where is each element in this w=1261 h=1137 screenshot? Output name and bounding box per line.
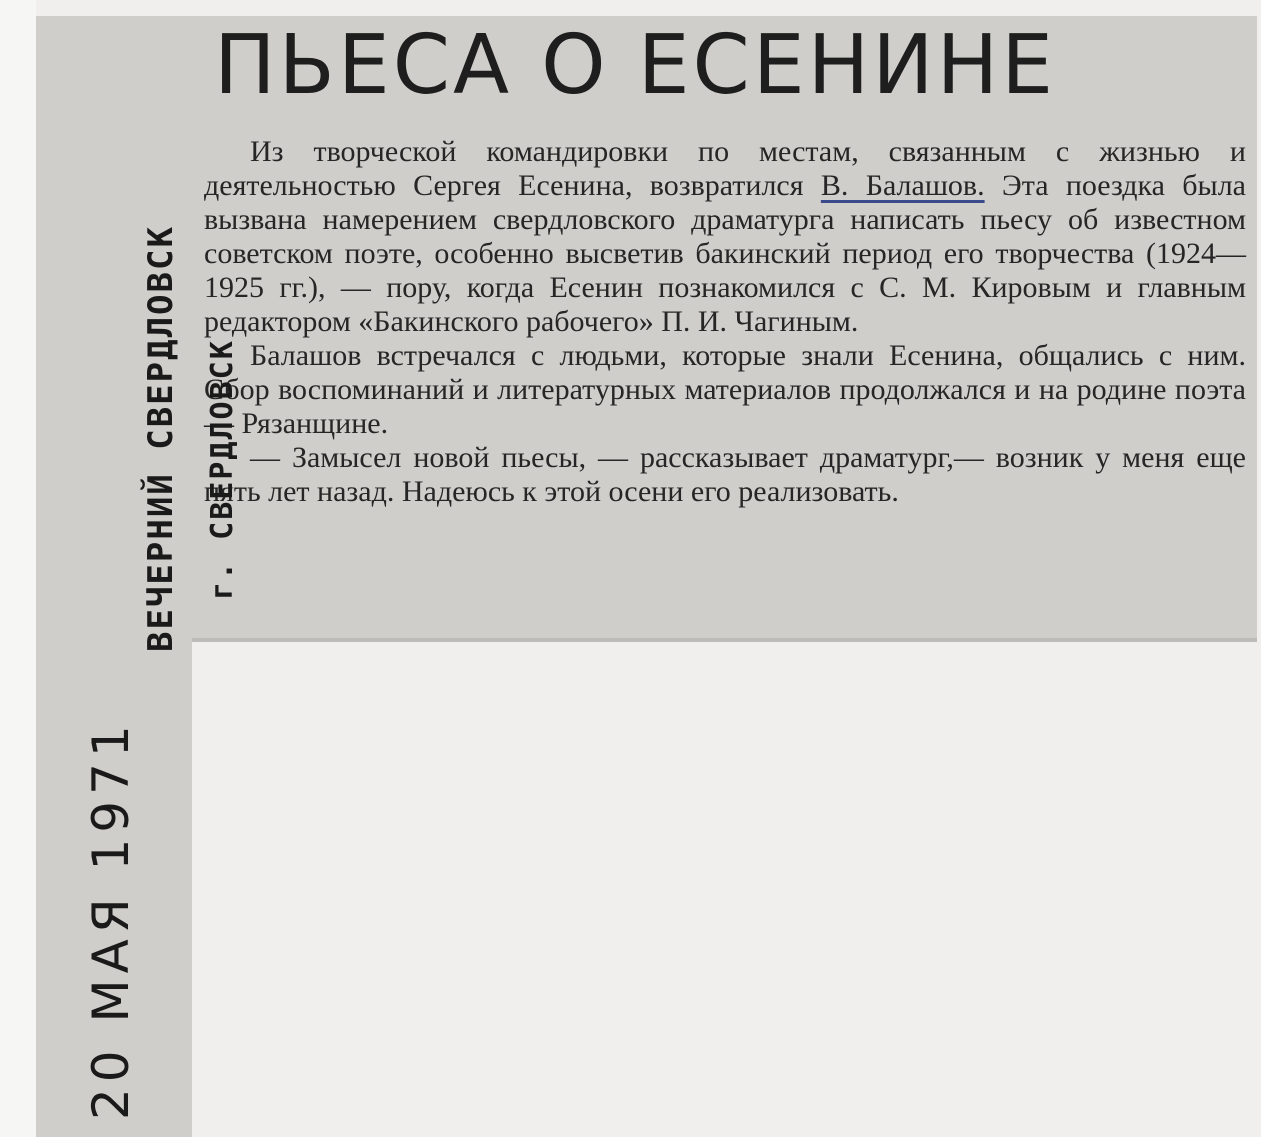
article-body [204, 135, 1246, 509]
stamp-newspaper-text: ВЕЧЕРНИЙ СВЕРДЛОВСК [141, 225, 181, 652]
stamp-date-text: 20 МАЯ 1971 [82, 719, 140, 1120]
paragraph-1 [204, 135, 1246, 339]
author-name-underlined: В. Балашов. [820, 169, 985, 202]
paragraph-3: — Замысел новой пьесы, — рассказывает драматург,— возник у меня еще пять лет назад. Надеюсь к этой осени его реализовать. [204, 441, 1246, 508]
sheet-margin [0, 0, 36, 1137]
clipping-edge [192, 638, 1257, 642]
paragraph-2: Балашов встречался с людьми, которые знали Есенина, общались с ним. Сбор воспоминаний и литературных материалов продолжался и на родине поэта — Рязанщине. [204, 339, 1246, 440]
paragraph-1-start: Из творческой командировки по местам, связанным с жизнью и деятельностью Сергея Есенина, возвратился [204, 135, 1246, 202]
paragraph-1-rest: Эта поездка была вызвана намерением свердловского драматурга написать пьесу об известном советском поэте, особенно высветив бакинский период его творчества (1924—1925 гг.), — пору, когда Есенин познакомился с С. М. Кировым и главным редактором «Бакинского рабочего» П. И. Чагиным. [204, 169, 1246, 338]
article-headline: ПЬЕСА О ЕСЕНИНЕ [214, 18, 1057, 113]
stamp-city-text: г. СВЕРДЛОВСК [205, 339, 240, 600]
